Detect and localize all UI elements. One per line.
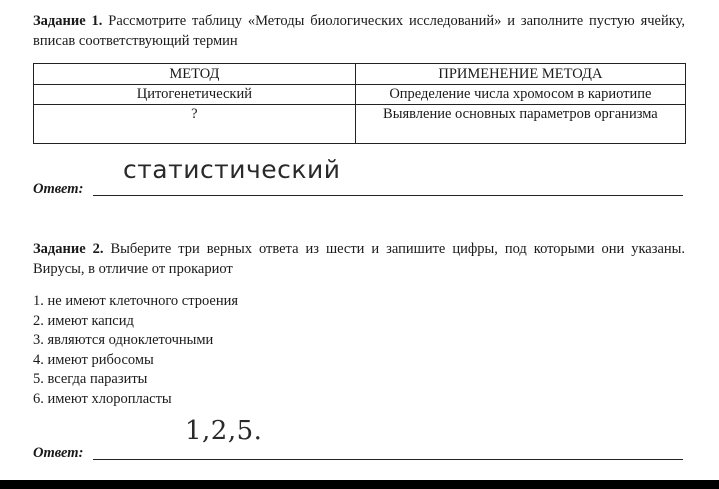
table-header-row — [34, 64, 686, 85]
task2-answer-line[interactable] — [93, 459, 683, 460]
task2-prompt — [33, 239, 685, 279]
list-item: 4. имеют рибосомы — [33, 351, 154, 368]
task1-number: Задание 1. — [33, 13, 103, 29]
list-item: 6. имеют хлоропласты — [33, 390, 172, 407]
task1-answer-line[interactable] — [93, 195, 683, 196]
table-row — [34, 105, 686, 144]
list-item: 5. всегда паразиты — [33, 371, 148, 388]
table-cell-application: Определение числа хромосом в кариотипе — [355, 85, 685, 105]
bottom-border-bar — [0, 480, 719, 489]
methods-table — [33, 63, 686, 144]
header-method: МЕТОД — [34, 64, 356, 85]
task1-prompt — [33, 11, 685, 51]
task1-handwritten-answer: статистический — [123, 155, 341, 184]
task2-number: Задание 2. — [33, 241, 104, 257]
header-application: ПРИМЕНЕНИЕ МЕТОДА — [355, 64, 685, 85]
list-item: 1. не имеют клеточного строения — [33, 293, 239, 309]
task2-options-list — [33, 292, 238, 410]
task1-answer-label: Ответ: — [33, 181, 84, 197]
table-cell-method-blank: ? — [34, 105, 356, 144]
table-cell-application: Выявление основных параметров организма — [355, 105, 685, 144]
task2-answer-label: Ответ: — [33, 445, 84, 461]
list-item: 2. имеют капсид — [33, 312, 134, 329]
table-cell-method: Цитогенетический — [34, 85, 356, 105]
task2-text: Выберите три верных ответа из шести и запишите цифры, под которыми они указаны. Вирусы, в отличие от прокариот — [33, 241, 686, 277]
task2-answer-row — [33, 440, 683, 462]
table-row — [34, 85, 686, 105]
task2-handwritten-answer: 1,2,5. — [185, 416, 263, 446]
task1-text: Рассмотрите таблицу «Методы биологических исследований» и заполните пустую ячейку, вписав соответствующий термин — [33, 13, 686, 49]
list-item: 3. являются одноклеточными — [33, 332, 214, 349]
